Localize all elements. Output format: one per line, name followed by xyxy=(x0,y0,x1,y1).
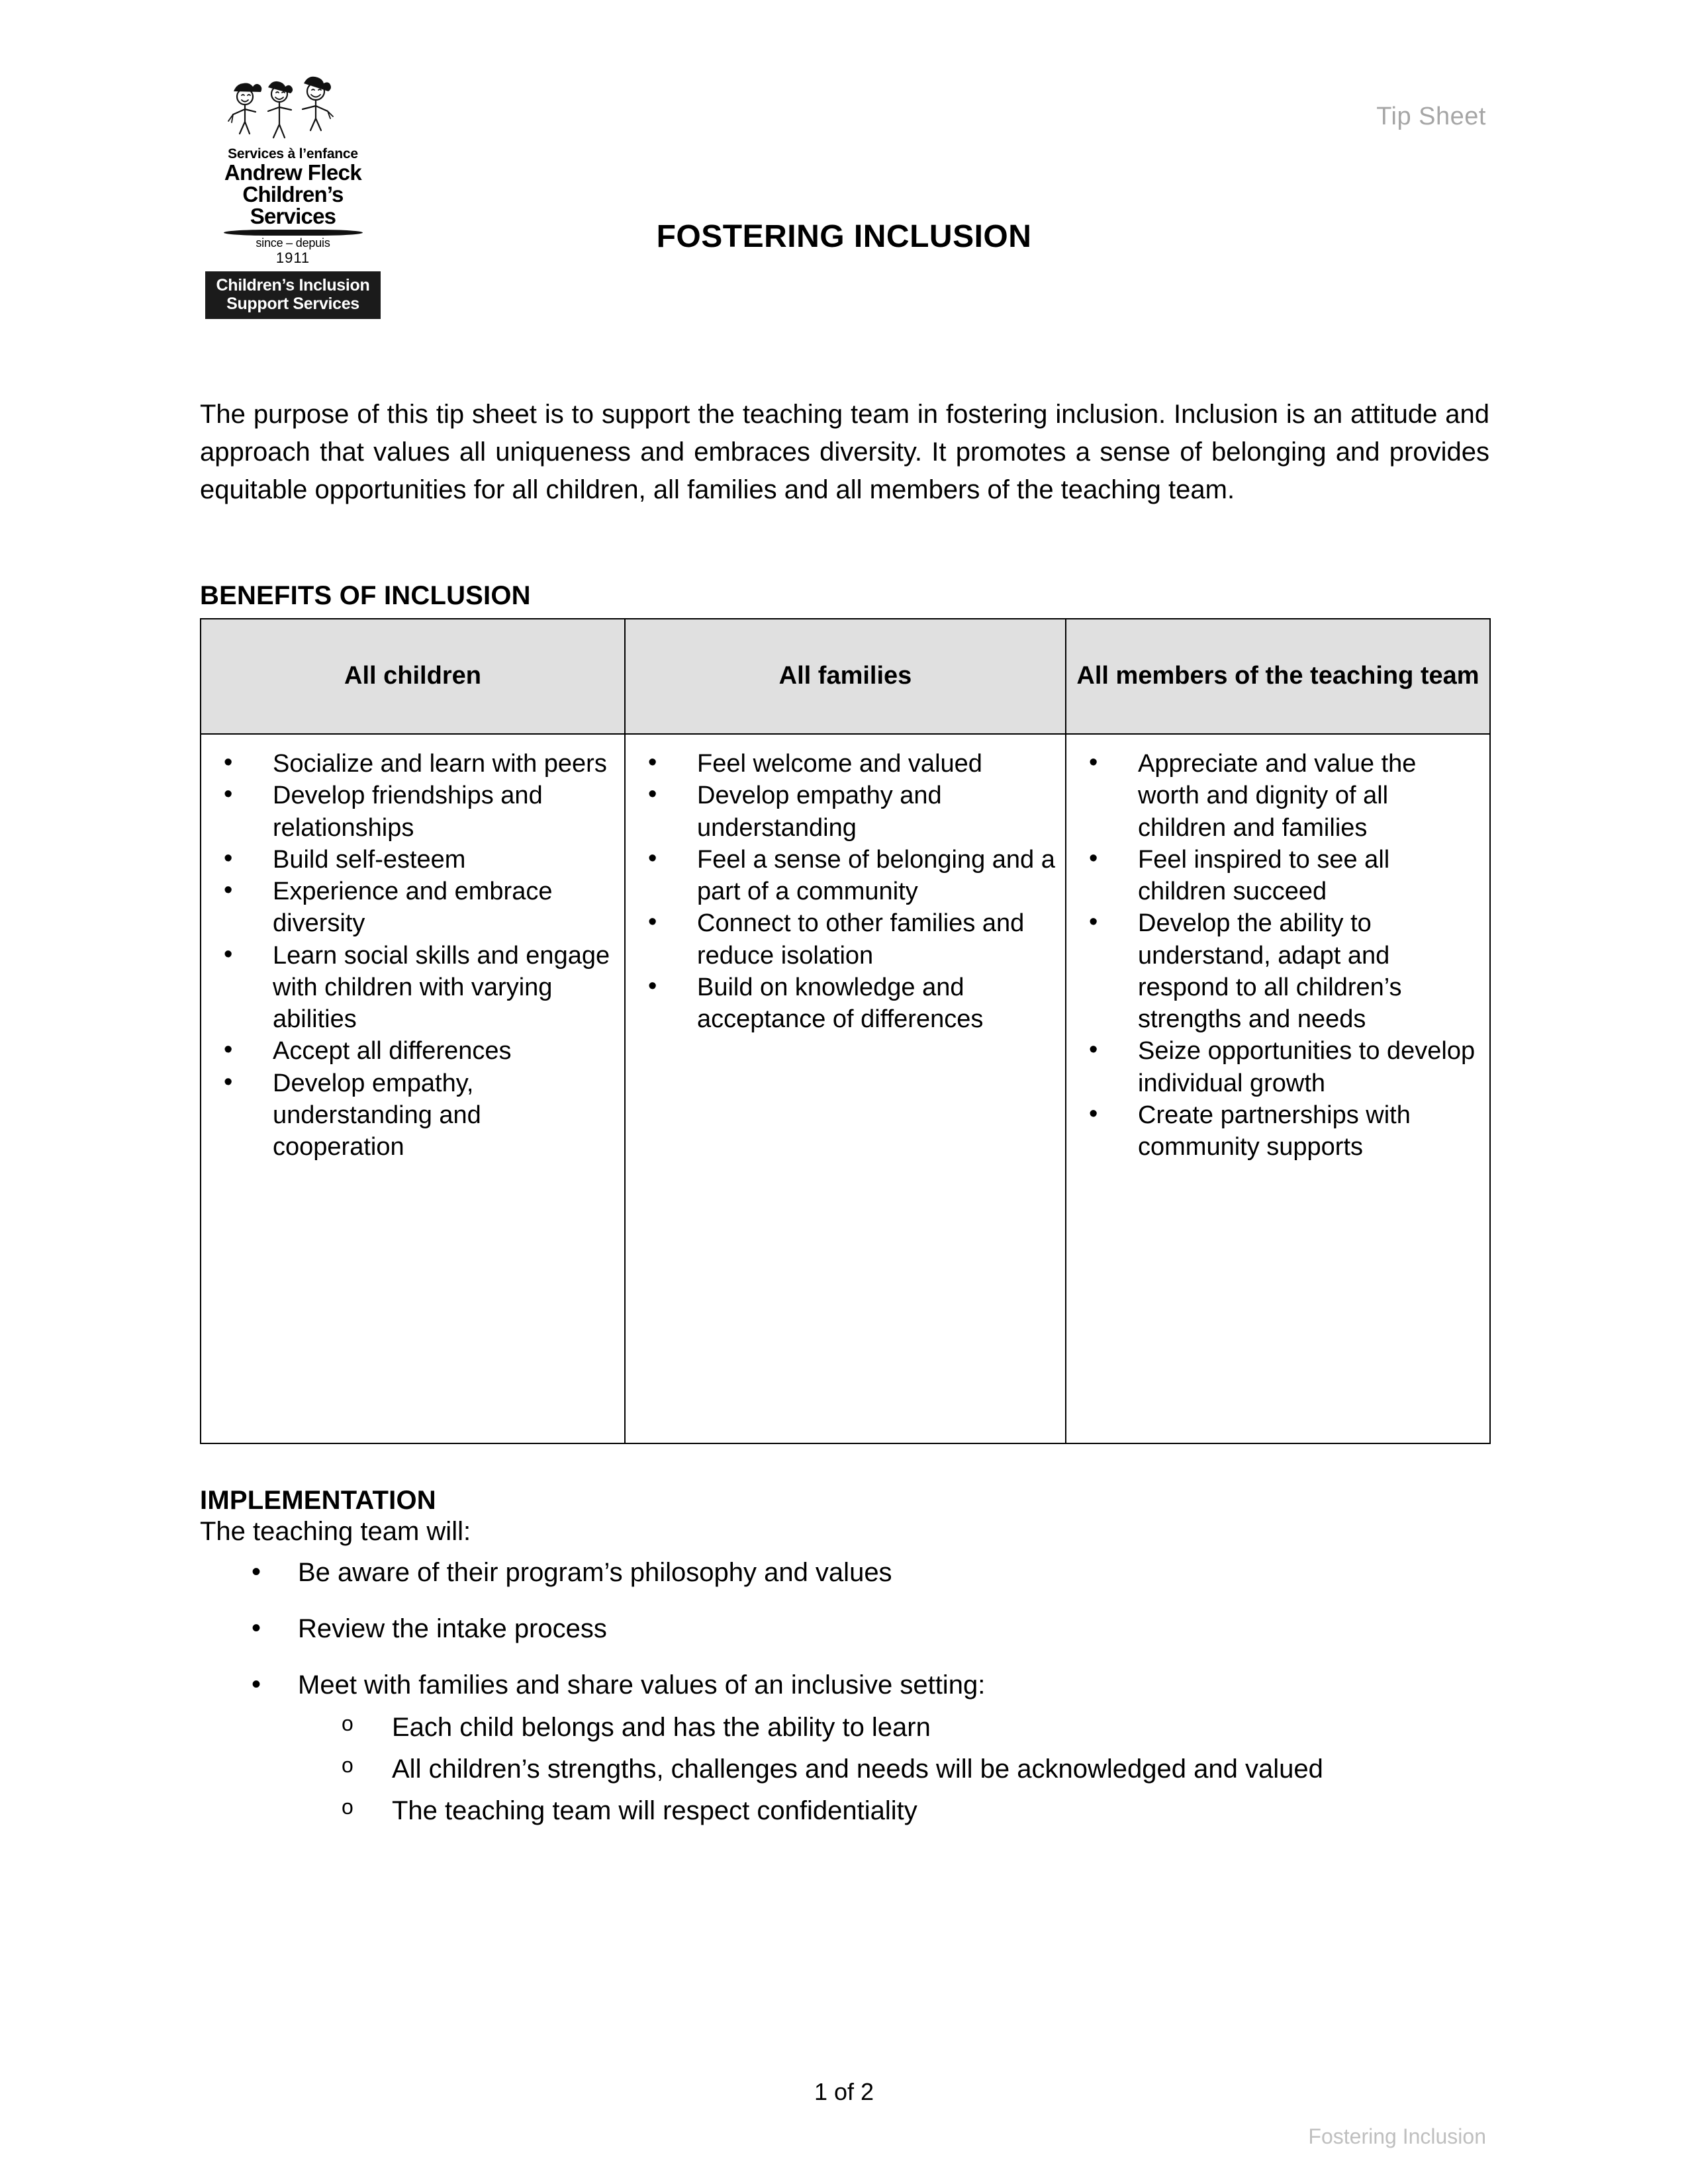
logo-org-name-line1: Andrew Fleck xyxy=(224,160,362,185)
list-item: • Build self-esteem xyxy=(208,844,618,876)
list-item: • Create partnerships with community supports xyxy=(1073,1099,1483,1163)
list-item: • Feel inspired to see all children succeed xyxy=(1073,844,1483,908)
list-item: • Develop friendships and relationships xyxy=(208,780,618,844)
benefits-section-heading: BENEFITS OF INCLUSION xyxy=(200,581,531,611)
inclusion-support-badge xyxy=(205,271,381,319)
list-item: • Develop empathy, understanding and cooperation xyxy=(208,1068,618,1163)
list-item xyxy=(200,1666,1489,1830)
list-item: • Build on knowledge and acceptance of differences xyxy=(632,972,1058,1036)
logo-since-year: 1911 xyxy=(275,249,310,266)
sub-list-item: o Each child belongs and has the ability to learn xyxy=(298,1709,1489,1747)
badge-line-2: Support Services xyxy=(226,295,359,314)
footer-document-name: Fostering Inclusion xyxy=(1308,2124,1486,2148)
badge-line-1: Children’s Inclusion xyxy=(216,276,370,295)
implementation-lead-text: The teaching team will: xyxy=(200,1517,471,1546)
cell-teaching-team xyxy=(1066,734,1490,1443)
benefit-list-all-families xyxy=(632,748,1058,1035)
list-item: • Experience and embrace diversity xyxy=(208,876,618,940)
list-item: • Socialize and learn with peers xyxy=(208,748,618,780)
sub-list-item: o All children’s strengths, challenges and needs will be acknowledged and valued xyxy=(298,1751,1489,1788)
list-item-label: Meet with families and share values of an inclusive setting: xyxy=(298,1670,986,1700)
organization-logo xyxy=(205,73,381,319)
list-item xyxy=(200,1610,1489,1648)
implementation-list xyxy=(200,1554,1489,1848)
tip-sheet-label: Tip Sheet xyxy=(1376,103,1486,130)
column-header-all-families: All families xyxy=(625,619,1066,734)
list-item xyxy=(200,1554,1489,1592)
list-item-label: Be aware of their program’s philosophy and values xyxy=(298,1558,892,1587)
list-item: • Seize opportunities to develop individual growth xyxy=(1073,1035,1483,1099)
list-item: • Develop the ability to understand, adapt and respond to all children’s strengths and needs xyxy=(1073,907,1483,1035)
logo-since-label: since – depuis xyxy=(256,236,330,250)
cell-all-children xyxy=(201,734,625,1443)
implementation-section-heading: IMPLEMENTATION xyxy=(200,1486,436,1516)
table-body-row xyxy=(201,734,1490,1443)
implementation-sub-list xyxy=(298,1709,1489,1829)
list-item: • Accept all differences xyxy=(208,1035,618,1067)
list-item: • Feel welcome and valued xyxy=(632,748,1058,780)
benefit-list-all-children xyxy=(208,748,618,1163)
benefit-list-teaching-team xyxy=(1073,748,1483,1163)
children-illustration-icon xyxy=(214,73,373,146)
list-item: • Develop empathy and understanding xyxy=(632,780,1058,844)
cell-all-families xyxy=(625,734,1066,1443)
list-item: • Learn social skills and engage with children with varying abilities xyxy=(208,940,618,1036)
page-header xyxy=(0,0,1688,331)
column-header-teaching-team: All members of the teaching team xyxy=(1066,619,1490,734)
logo-tagline-fr: Services à l’enfance xyxy=(228,146,358,161)
list-item-label: Review the intake process xyxy=(298,1614,607,1643)
list-item: • Appreciate and value the worth and dignity of all children and families xyxy=(1073,748,1483,844)
benefits-table xyxy=(200,618,1491,1444)
page-number: 1 of 2 xyxy=(814,2078,874,2105)
table-header-row xyxy=(201,619,1490,734)
logo-org-name-line2: Children’s Services xyxy=(242,182,344,229)
list-item: • Feel a sense of belonging and a part of a community xyxy=(632,844,1058,908)
page-title: FOSTERING INCLUSION xyxy=(656,219,1032,254)
column-header-all-children: All children xyxy=(201,619,625,734)
sub-list-item: o The teaching team will respect confidentiality xyxy=(298,1792,1489,1830)
intro-paragraph: The purpose of this tip sheet is to support the teaching team in fostering inclusion. Inclusion is an attitude and approach that values all uniqueness and embraces diversity. It promotes a sense of belonging and provides equitable opportunities for all children, all families and all members of the teaching team. xyxy=(200,400,1489,504)
list-item: • Connect to other families and reduce isolation xyxy=(632,907,1058,972)
